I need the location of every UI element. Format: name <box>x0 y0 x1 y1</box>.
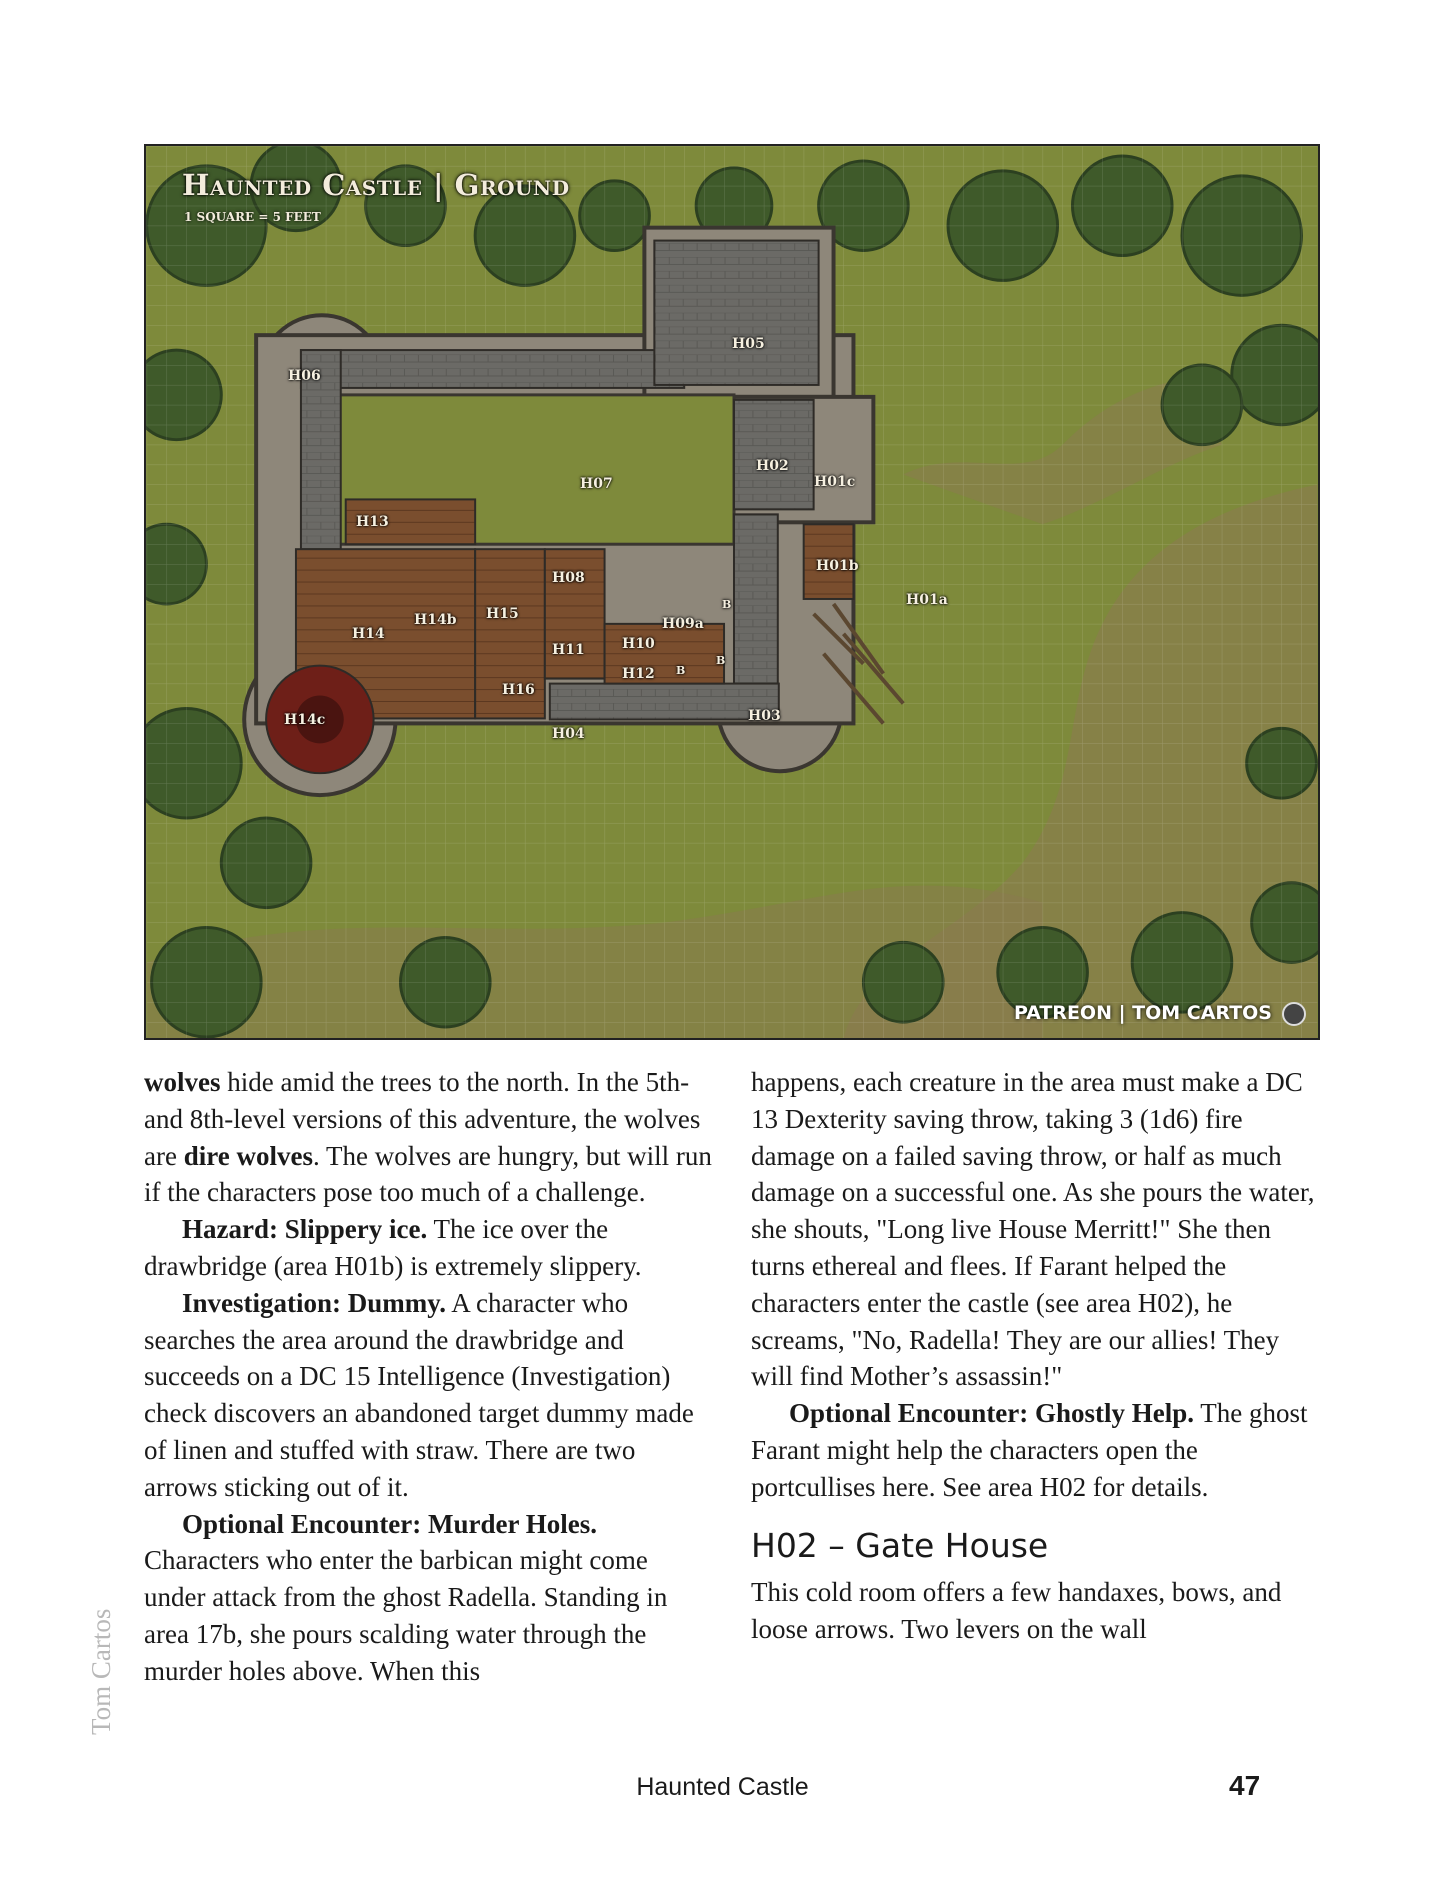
room-label-h01b: H01b <box>816 558 859 574</box>
room-label-h07: H07 <box>580 476 613 492</box>
room-label-h13: H13 <box>356 514 389 530</box>
room-label-h05: H05 <box>732 336 765 352</box>
ghostly-help-heading: Optional Encounter: Ghostly Help. <box>789 1398 1195 1429</box>
room-label-h14b: H14b <box>414 612 457 628</box>
murder-holes-text: Characters who enter the barbican might come under attack from the ghost Radella. Standing in area 17b, she pours scalding water through the murder holes above. When this <box>144 1545 668 1686</box>
room-label-h03: H03 <box>748 708 781 724</box>
room-label-h04: H04 <box>552 726 585 742</box>
room-label-h14: H14 <box>352 626 385 642</box>
tom-cartos-logo-icon <box>1282 1002 1306 1026</box>
room-label-h01a: H01a <box>906 592 948 608</box>
murder-holes-heading: Optional Encounter: Murder Holes. <box>182 1508 597 1539</box>
room-label-b-3: B <box>676 664 686 677</box>
room-label-h14c: H14c <box>284 712 326 728</box>
ghostly-help-paragraph <box>751 1395 1321 1505</box>
ghostly-help-text: The ghost Farant might help the characters open the portcullises here. See area H02 for details. <box>751 1398 1308 1502</box>
hazard-paragraph <box>144 1211 714 1285</box>
map-title: Haunted Castle | Ground <box>182 168 570 202</box>
wolves-bold: wolves <box>144 1067 221 1097</box>
map-credit: PATREON | TOM CARTOS <box>1013 1002 1272 1024</box>
room-label-h11: H11 <box>552 642 585 658</box>
room-label-h08: H08 <box>552 570 585 586</box>
room-label-h10: H10 <box>622 636 655 652</box>
castle-map <box>144 144 1320 1040</box>
wolves-text-a: hide amid the trees to the north. In the 5th- and 8th-level versions of this adventure, the wolves are <box>144 1067 701 1171</box>
wolves-paragraph <box>144 1064 714 1211</box>
room-label-h06: H06 <box>288 368 321 384</box>
left-column <box>144 1064 714 1690</box>
right-column <box>751 1064 1321 1648</box>
murder-holes-continued: happens, each creature in the area must make a DC 13 Dexterity saving throw, taking 3 (1d6) fire damage on a failed saving throw, or half as much damage on a successful one. As she pours the water, she shouts, "Long live House Merritt!" She then turns ethereal and flees. If Farant helped the characters enter the castle (see area H02), he screams, "No, Radella! They are our allies! They will find Mother’s assassin!" <box>751 1067 1315 1392</box>
investigation-heading: Investigation: Dummy. <box>182 1287 447 1318</box>
gate-house-heading: H02 – Gate House <box>751 1525 1049 1565</box>
side-author: Tom Cartos <box>86 1608 116 1735</box>
room-label-h09a: H09a <box>662 616 704 632</box>
hazard-text: The ice over the drawbridge (area H01b) is extremely slippery. <box>144 1214 642 1281</box>
investigation-paragraph <box>144 1285 714 1506</box>
page-number: 47 <box>1229 1770 1261 1801</box>
room-label-h15: H15 <box>486 606 519 622</box>
castle-map-illustration <box>146 146 1318 1038</box>
wolves-text-b: . The wolves are hungry, but will run if the characters pose too much of a challenge. <box>144 1140 712 1208</box>
dire-wolves-bold: dire wolves <box>183 1140 313 1171</box>
hazard-heading: Hazard: Slippery ice. <box>182 1214 428 1245</box>
gate-house-paragraph: This cold room offers a few handaxes, bows, and loose arrows. Two levers on the wall <box>751 1577 1282 1645</box>
room-label-b-2: B <box>716 654 726 667</box>
footer-title: Haunted Castle <box>636 1773 809 1801</box>
room-label-h12: H12 <box>622 666 655 682</box>
room-label-b-1: B <box>722 598 732 611</box>
murder-holes-paragraph <box>144 1506 714 1690</box>
investigation-text: A character who searches the area around the drawbridge and succeeds on a DC 15 Intelligence (Investigation) check discovers an abandoned target dummy made of linen and stuffed with straw. There are two arrows sticking out of it. <box>144 1287 694 1502</box>
room-label-h16: H16 <box>502 682 535 698</box>
room-label-h02: H02 <box>756 458 789 474</box>
map-scale: 1 SQUARE = 5 FEET <box>184 210 321 224</box>
room-label-h01c: H01c <box>814 474 856 490</box>
